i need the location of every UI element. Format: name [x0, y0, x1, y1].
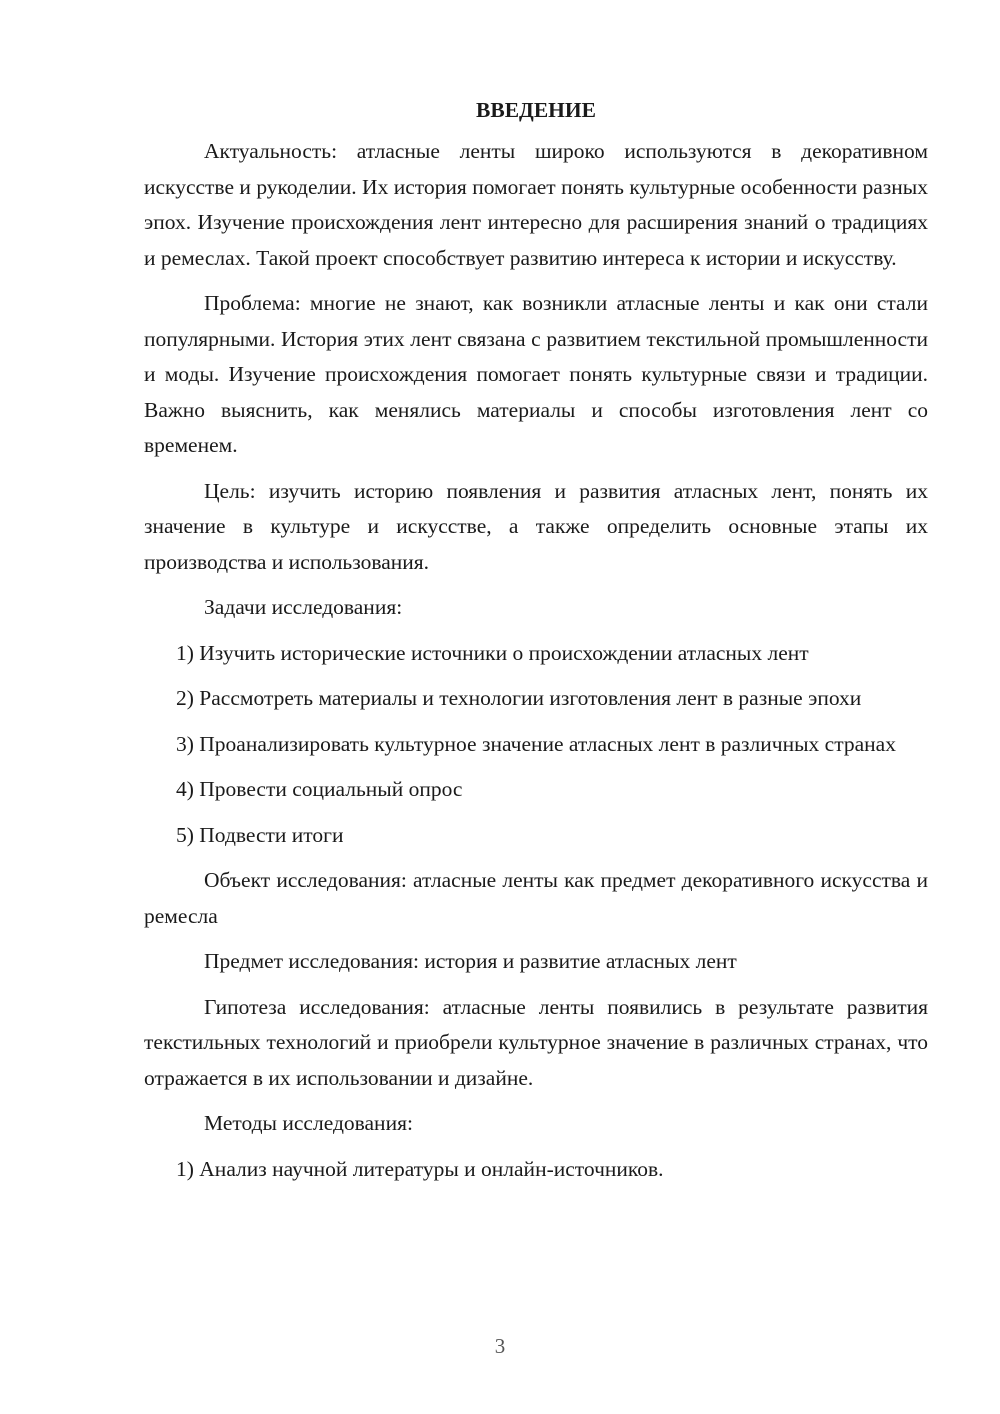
page-number: 3	[494, 1334, 506, 1358]
page-body	[144, 92, 928, 1197]
tasks-heading: Задачи исследования:	[204, 595, 403, 619]
method-item: 1) Анализ научной литературы и онлайн-источников.	[176, 1156, 664, 1181]
task-item: 2) Рассмотреть материалы и технологии изготовления лент в разные эпохи	[176, 686, 862, 710]
task-item: 3) Проанализировать культурное значение атласных лент в различных странах	[176, 731, 896, 756]
section-title: ВВЕДЕНИЕ	[476, 98, 596, 122]
paragraph-goal: Цель: изучить историю появления и развития атласных лент, понять их значение в культуре и искусстве, а также определить основные этапы их производства и использования.	[144, 478, 928, 574]
task-item: 1) Изучить исторические источники о происхождении атласных лент	[176, 640, 809, 665]
paragraph-hypothesis: Гипотеза исследования: атласные ленты появились в результате развития текстильных технологий и приобрели культурное значение в различных странах, что отражается в их использовании и дизайне.	[144, 994, 928, 1090]
paragraph-problem: Проблема: многие не знают, как возникли атласные ленты и как они стали популярными. История этих лент связана с развитием текстильной промышленности и моды. Изучение происхождения помогает понять культурные связи и традиции. Важно выяснить, как менялись материалы и способы изготовления лент со временем.	[144, 291, 928, 457]
paragraph-relevance: Актуальность: атласные ленты широко используются в декоративном искусстве и рукоделии. Их история помогает понять культурные особенности разных эпох. Изучение происхождения лент интересно для расширения знаний о традициях и ремеслах. Такой проект способствует развитию интереса к истории и искусству.	[144, 139, 928, 270]
task-item: 4) Провести социальный опрос	[176, 777, 463, 801]
methods-heading: Методы исследования:	[204, 1111, 413, 1135]
paragraph-object: Объект исследования: атласные ленты как предмет декоративного искусства и ремесла	[144, 868, 928, 928]
paragraph-subject: Предмет исследования: история и развитие атласных лент	[204, 949, 737, 973]
task-item: 5) Подвести итоги	[176, 822, 344, 847]
